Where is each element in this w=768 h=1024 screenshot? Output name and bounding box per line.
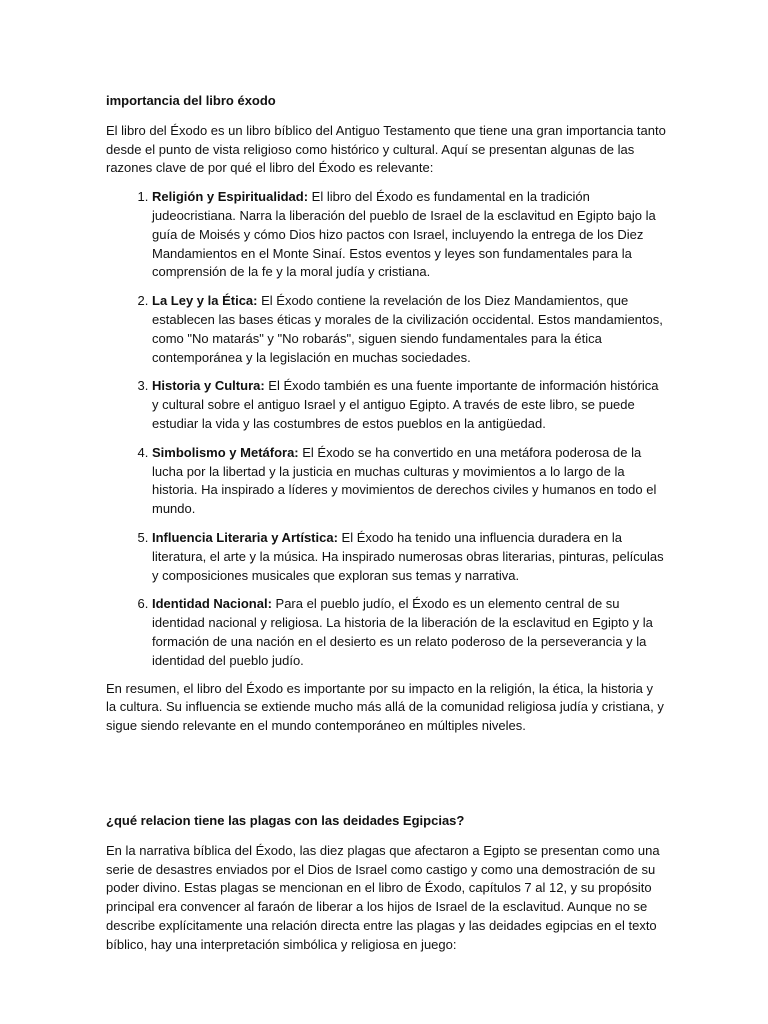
list-item-term: Religión y Espiritualidad: <box>152 189 309 205</box>
list-item-text: El Éxodo se ha convertido en una metáfora poderosa de la lucha por la libertad y la justicia en muchas culturas y movimientos a lo largo de la historia. Ha inspirado a líderes y movimientos de derechos civiles y humanos en todo el mundo. <box>152 444 657 517</box>
intro-paragraph: El libro del Éxodo es un libro bíblico del Antiguo Testamento que tiene una gran importancia tanto desde el punto de vista religioso como histórico y cultural. Aquí se presentan algunas de las razones clave de por qué el libro del Éxodo es relevante: <box>106 122 666 176</box>
list-item-term: Simbolismo y Metáfora: <box>152 444 299 460</box>
list-item <box>152 529 666 585</box>
list-item-text: El Éxodo ha tenido una influencia duradera en la literatura, el arte y la música. Ha inspirado numerosas obras literarias, pinturas, películas y composiciones musicales que exploran sus temas y narrativa. <box>152 529 664 583</box>
list-item-term: Identidad Nacional: <box>152 596 272 612</box>
list-item-text: El Éxodo contiene la revelación de los Diez Mandamientos, que establecen las bases éticas y morales de la civilización occidental. Estos mandamientos, como "No matarás" y "No robarás", siguen siendo fundamentales para la ética contemporánea y la legislación en muchas sociedades. <box>152 293 663 365</box>
list-item <box>152 444 666 519</box>
section-spacer <box>106 746 666 812</box>
list-item-term: La Ley y la Ética: <box>152 293 258 309</box>
section-heading-plagues: ¿qué relacion tiene las plagas con las deidades Egipcias? <box>106 812 465 828</box>
list-item-term: Historia y Cultura: <box>152 378 265 394</box>
reasons-list <box>106 188 666 670</box>
list-item <box>152 188 666 282</box>
list-item-text: El libro del Éxodo es fundamental en la tradición judeocristiana. Narra la liberación del pueblo de Israel de la esclavitud en Egipto bajo la guía de Moisés y cómo Dios hizo pactos con Israel, incluyendo la entrega de los Diez Mandamientos en el Monte Sinaí. Estos eventos y leyes son fundamentales para la comprensión de la fe y la moral judía y cristiana. <box>152 189 656 280</box>
plagues-paragraph: En la narrativa bíblica del Éxodo, las diez plagas que afectaron a Egipto se presentan como una serie de desastres enviados por el Dios de Israel como castigo y como una demostración de su poder divino. Estas plagas se mencionan en el libro de Éxodo, capítulos 7 al 12, y su propósito principal era convencer al faraón de liberar a los hijos de Israel de la esclavitud. Aunque no se describe explícitamente una relación directa entre las plagas y las deidades egipcias en el texto bíblico, hay una interpretación simbólica y religiosa en juego: <box>106 842 660 952</box>
list-item-text: El Éxodo también es una fuente importante de información histórica y cultural sobre el antiguo Israel y el antiguo Egipto. A través de este libro, se puede estudiar la vida y las costumbres de estos pueblos en la antigüedad. <box>152 378 659 431</box>
document-page <box>106 92 666 964</box>
summary-paragraph: En resumen, el libro del Éxodo es importante por su impacto en la religión, la ética, la historia y la cultura. Su influencia se extiende mucho más allá de la comunidad religiosa judía y cristiana, y sigue siendo relevante en el mundo contemporáneo en múltiples niveles. <box>106 680 664 734</box>
list-item <box>152 595 666 670</box>
list-item <box>152 377 666 433</box>
list-item-term: Influencia Literaria y Artística: <box>152 529 338 545</box>
list-item <box>152 292 666 367</box>
list-item-text: Para el pueblo judío, el Éxodo es un elemento central de su identidad nacional y religiosa. La historia de la liberación de la esclavitud en Egipto y la formación de una nación en el desierto es un relato poderoso de la perseverancia y la identidad del pueblo judío. <box>152 596 653 668</box>
section-heading-importance: importancia del libro éxodo <box>106 93 276 108</box>
